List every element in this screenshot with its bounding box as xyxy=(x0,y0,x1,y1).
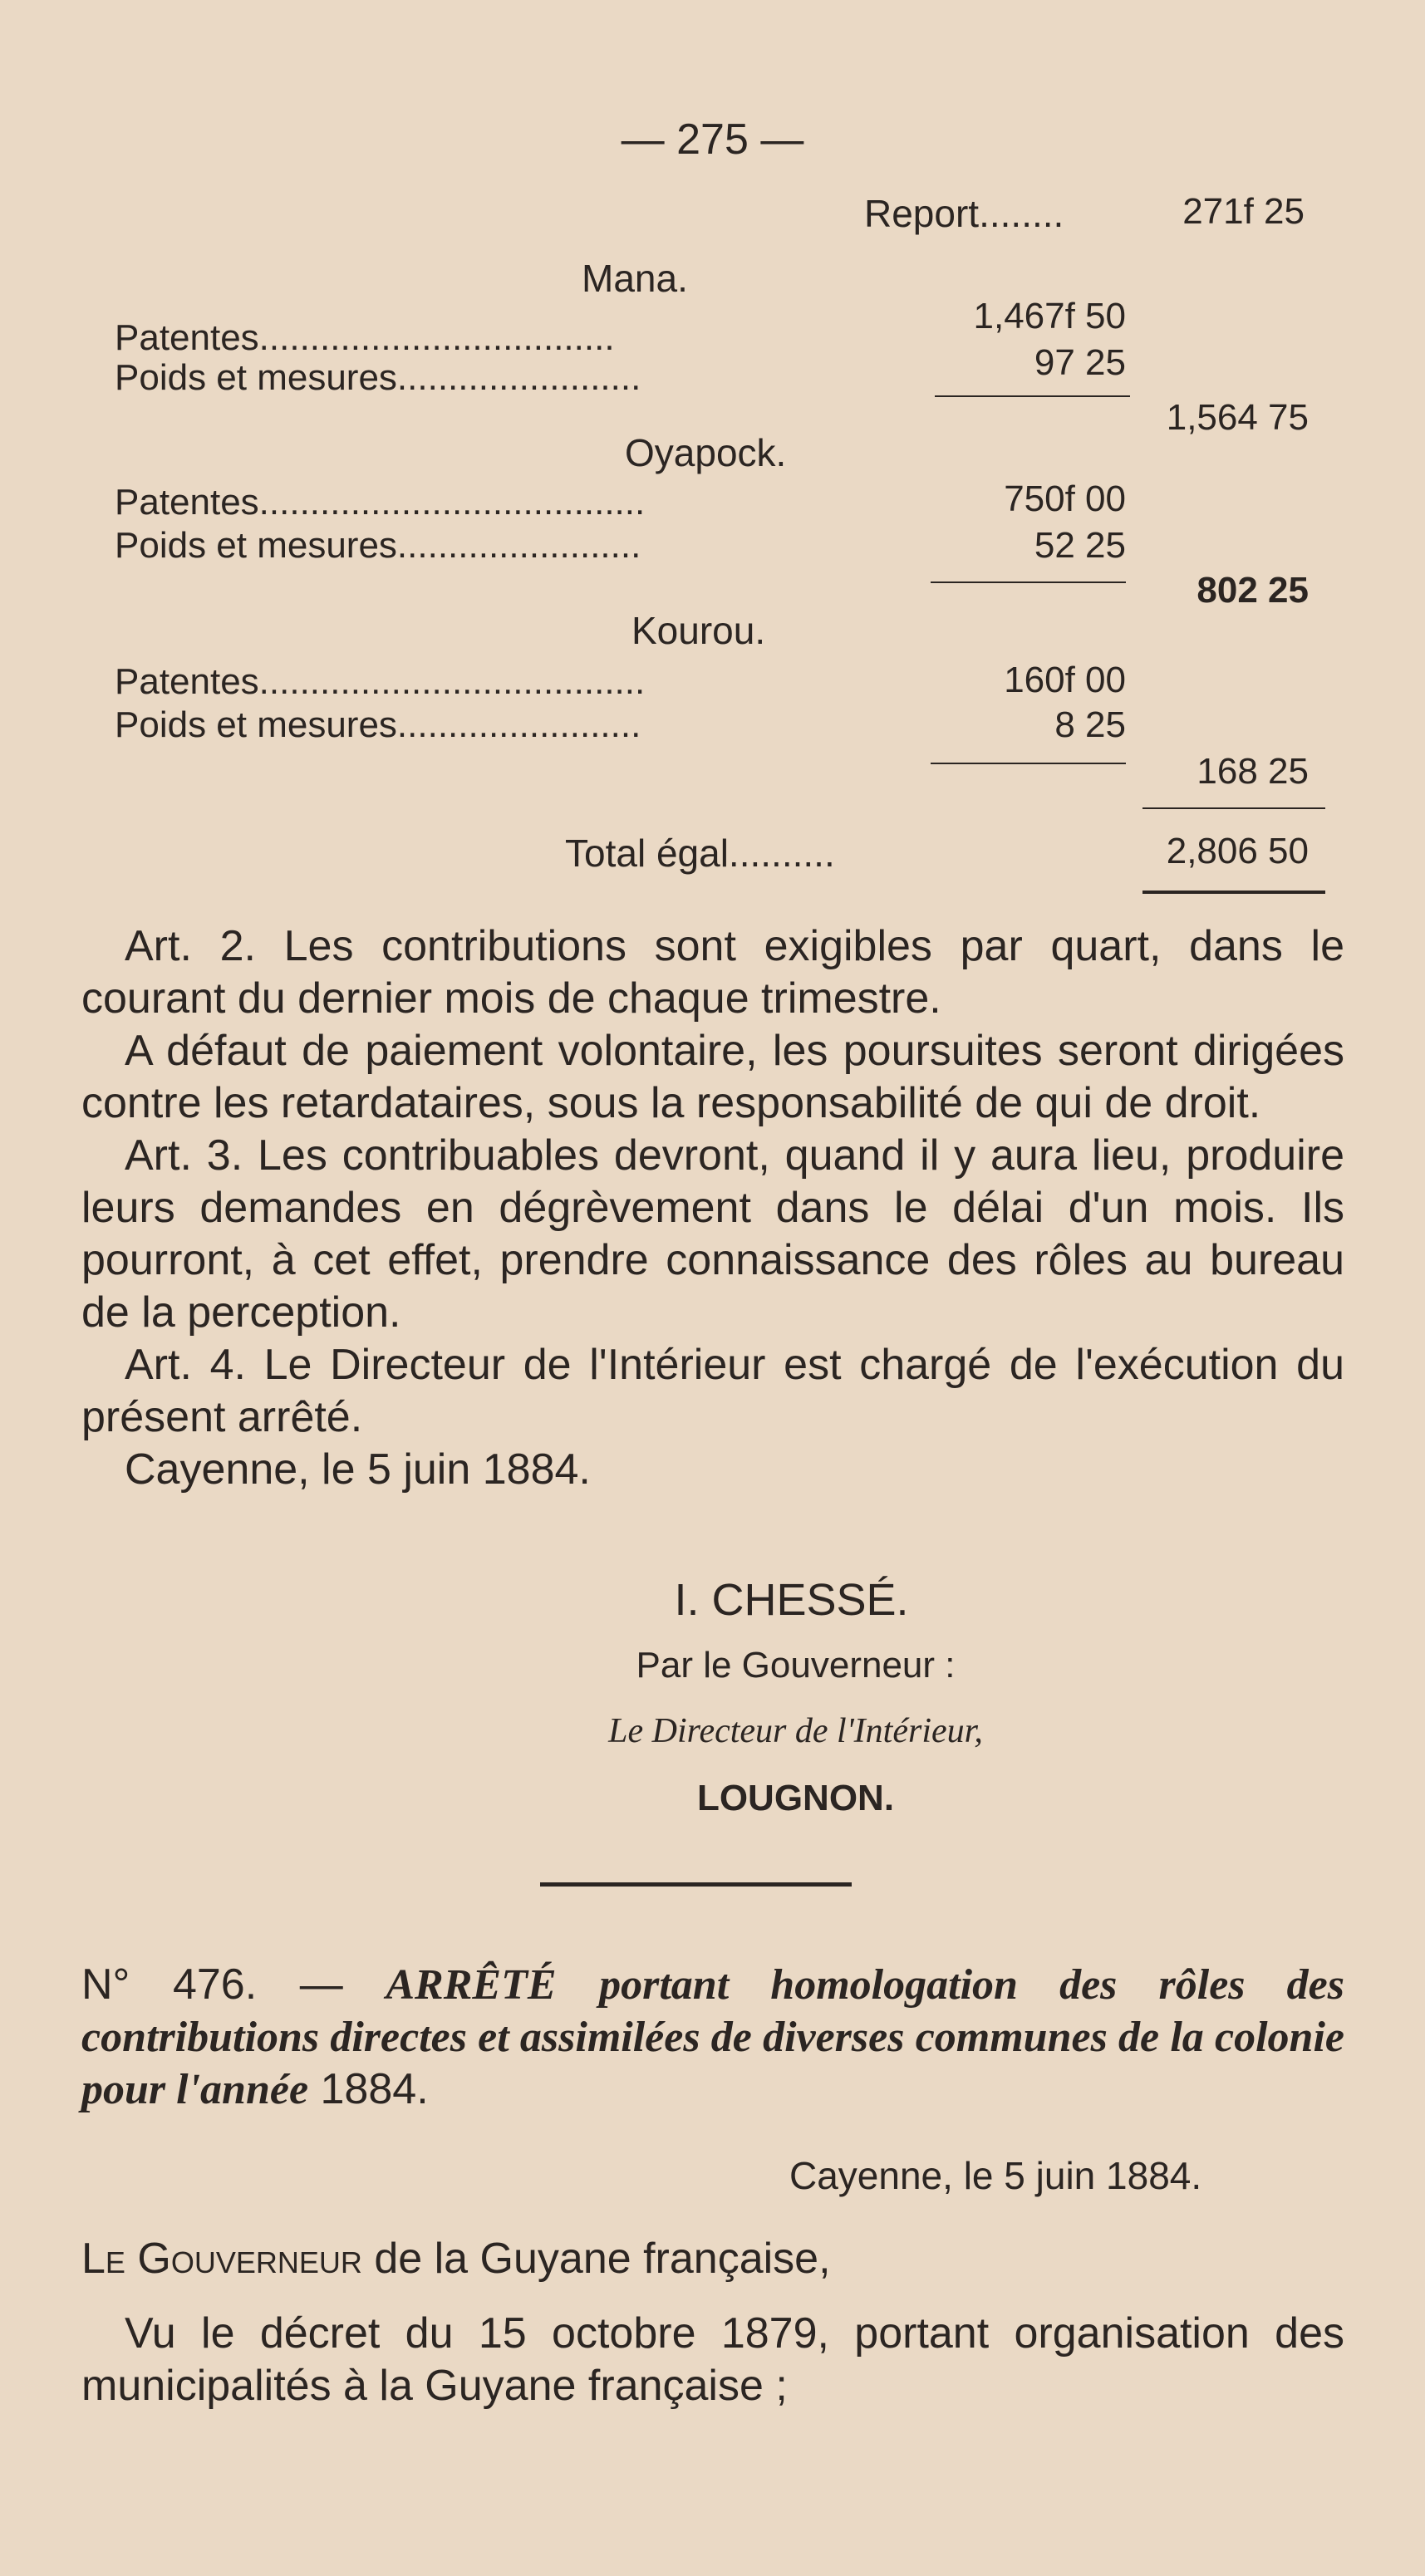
report-label: Report........ xyxy=(864,192,1064,235)
arrete-heading xyxy=(81,1959,1344,2116)
mana-poids-amount: 97 25 xyxy=(1034,342,1126,383)
kourou-subtotal-rule xyxy=(931,763,1126,764)
oyapock-subtotal: 802 25 xyxy=(1197,570,1309,611)
directeur-title: Le Directeur de l'Intérieur, xyxy=(608,1712,983,1750)
oyapock-subtotal-rule xyxy=(931,581,1126,583)
oyapock-poids-amount: 52 25 xyxy=(1034,525,1126,566)
gouverneur-line xyxy=(81,2233,1344,2285)
oyapock-patentes-amount: 750f 00 xyxy=(1004,478,1126,519)
mana-subtotal: 1,564 75 xyxy=(1166,397,1309,438)
kourou-poids-label: Poids et mesures........................ xyxy=(115,704,641,745)
vu-block xyxy=(81,2308,1344,2412)
page-number: — 275 — xyxy=(621,115,804,164)
gouverneur-rest: de la Guyane française, xyxy=(374,2235,831,2283)
mana-patentes-label: Patentes................................... xyxy=(115,317,615,358)
arrete-number: N° 476. — xyxy=(81,1960,343,2009)
date-line: Cayenne, le 5 juin 1884. xyxy=(125,1445,591,1494)
oyapock-poids-label: Poids et mesures........................ xyxy=(115,525,641,566)
par-le-gouverneur: Par le Gouverneur : xyxy=(636,1645,956,1685)
kourou-patentes-amount: 160f 00 xyxy=(1004,660,1126,700)
section-title-kourou: Kourou. xyxy=(631,609,766,652)
gouverneur-le: Le xyxy=(81,2235,125,2283)
report-amount: 271f 25 xyxy=(1182,191,1305,232)
gouverneur-word: Gouverneur xyxy=(137,2235,362,2283)
kourou-subtotal: 168 25 xyxy=(1197,751,1309,792)
article-2: Art. 2. Les contributions sont exigibles par quart, dans le courant du dernier mois de chaque trimestre. xyxy=(81,922,1344,1023)
total-rule-top xyxy=(1142,807,1325,809)
vu-decret: Vu le décret du 15 octobre 1879, portant organisation des municipalités à la Guyane française ; xyxy=(81,2309,1344,2410)
arrete-date: Cayenne, le 5 juin 1884. xyxy=(789,2154,1202,2197)
arrete-year: 1884. xyxy=(320,2065,429,2113)
kourou-poids-amount: 8 25 xyxy=(1054,704,1126,745)
arrete-word: ARRÊTÉ xyxy=(386,1961,557,2009)
section-title-oyapock: Oyapock. xyxy=(625,431,787,474)
section-divider xyxy=(540,1882,852,1887)
director-name: LOUGNON. xyxy=(696,1778,895,1818)
articles-block xyxy=(81,920,1344,1496)
total-label: Total égal.......... xyxy=(565,832,835,875)
section-title-mana: Mana. xyxy=(582,257,688,300)
oyapock-patentes-label: Patentes...................................... xyxy=(115,482,646,523)
mana-subtotal-rule xyxy=(935,395,1130,397)
total-rule-bottom xyxy=(1142,891,1325,894)
mana-patentes-amount: 1,467f 50 xyxy=(973,296,1126,336)
signatory-name: I. CHESSÉ. xyxy=(674,1575,909,1625)
mana-poids-label: Poids et mesures........................ xyxy=(115,357,641,398)
kourou-patentes-label: Patentes...................................... xyxy=(115,661,646,702)
article-4: Art. 4. Le Directeur de l'Intérieur est chargé de l'exécution du présent arrêté. xyxy=(81,1341,1344,1441)
arrete-subject: portant homologation des rôles des contributions directes et assimilées de diverses communes de la colonie pour l'année xyxy=(81,1961,1344,2113)
paragraph-defaut: A défaut de paiement volontaire, les poursuites seront dirigées contre les retardataires, sous la responsabilité de qui de droit. xyxy=(81,1027,1344,1127)
article-3: Art. 3. Les contribuables devront, quand il y aura lieu, produire leurs demandes en dégrèvement dans le délai d'un mois. Ils pourront, à cet effet, prendre connaissance des rôles au bureau de la perception. xyxy=(81,1131,1344,1337)
total-amount: 2,806 50 xyxy=(1166,831,1309,871)
